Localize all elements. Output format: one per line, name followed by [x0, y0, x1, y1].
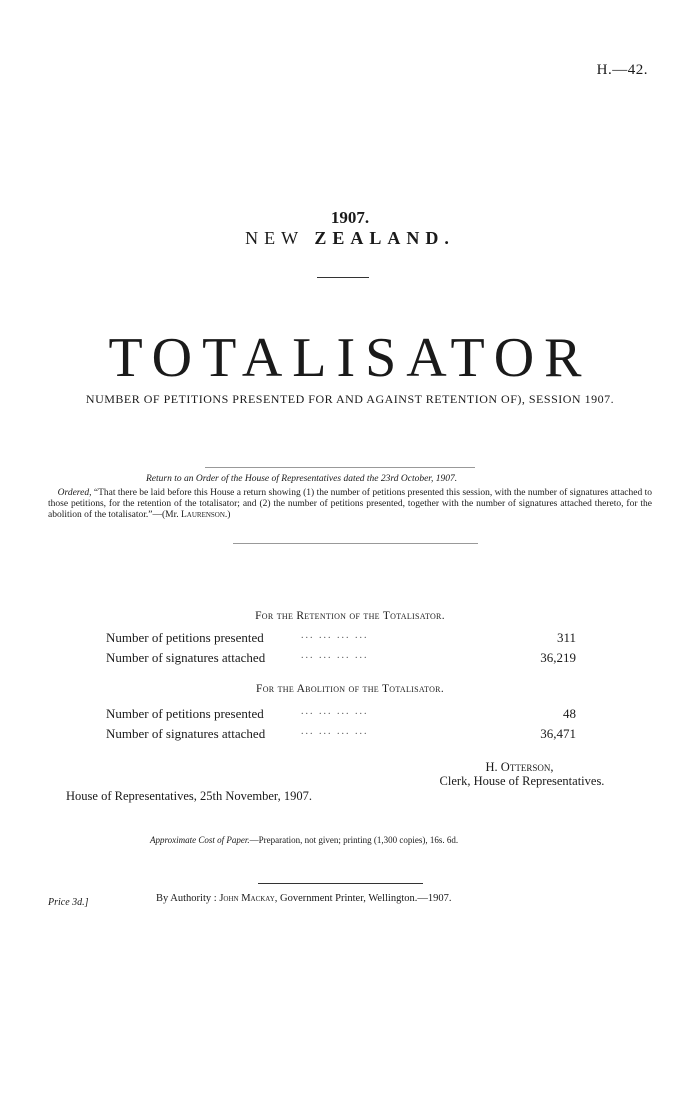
- ordered-label: Ordered,: [57, 488, 92, 498]
- divider-short: [317, 277, 369, 278]
- retention-heading: For the Retention of the Totalisator.: [255, 610, 445, 622]
- place-date: House of Representatives, 25th November, 1907.: [66, 789, 312, 803]
- country-suffix: ZEALAND.: [314, 228, 455, 248]
- row-label: Number of signatures attached: [106, 650, 266, 665]
- row-value: 48: [563, 706, 576, 721]
- row-leader: ... ... ... ...: [301, 726, 369, 737]
- signer-title: Clerk, House of Representatives.: [439, 774, 605, 788]
- row-value: 311: [556, 630, 576, 645]
- row-leader: ... ... ... ...: [301, 650, 369, 661]
- document-reference: H.—42.: [596, 62, 648, 78]
- table-row: [106, 630, 576, 648]
- cost-label: Approximate Cost of Paper.: [150, 835, 250, 845]
- table-row: [106, 726, 576, 744]
- row-value: 36,219: [540, 650, 576, 665]
- price-note: Price 3d.]: [48, 897, 89, 908]
- divider-bottom: [233, 543, 478, 544]
- country-heading: [0, 228, 700, 249]
- authority-suffix: , Government Printer, Wellington.—1907.: [274, 893, 452, 904]
- row-label: Number of signatures attached: [106, 726, 266, 741]
- divider-footer: [258, 883, 423, 884]
- cost-text: —Preparation, not given; printing (1,300 copies), 16s. 6d.: [249, 835, 459, 845]
- table-row: [106, 650, 576, 668]
- ordered-paragraph: [48, 488, 652, 521]
- return-order-line: Return to an Order of the House of Representatives dated the 23rd October, 1907.: [146, 474, 458, 484]
- cost-note: [150, 835, 458, 845]
- row-value: 36,471: [540, 726, 576, 741]
- signer-name: H. Otterson,: [485, 760, 554, 774]
- table-row: [106, 706, 576, 724]
- country-prefix: NEW: [245, 228, 304, 248]
- row-label: Number of petitions presented: [106, 706, 264, 721]
- row-leader: ... ... ... ...: [301, 630, 369, 641]
- printer-authority: [156, 893, 452, 904]
- authority-name: John Mackay: [219, 893, 275, 904]
- row-leader: ... ... ... ...: [301, 706, 369, 717]
- page-title: TOTALISATOR: [108, 327, 592, 389]
- authority-prefix: By Authority :: [156, 893, 220, 904]
- divider-top: [205, 467, 475, 468]
- row-label: Number of petitions presented: [106, 630, 264, 645]
- abolition-heading: For the Abolition of the Totalisator.: [256, 683, 444, 695]
- document-year: 1907.: [330, 208, 370, 227]
- page-subtitle: NUMBER OF PETITIONS PRESENTED FOR AND AGAINST RETENTION OF), SESSION 1907.: [85, 392, 615, 406]
- ordered-end: .): [224, 510, 231, 520]
- ordered-member: Laurenson: [180, 510, 225, 520]
- ordered-text: “That there be laid before this House a return showing (1) the number of petitions presented this session, with the number of signatures attached to those petitions, for the retention of the totalisator; and (2) the number of petitions presented, together with the number of signatures attached thereto, for the abolition of the totalisator.”—(Mr.: [48, 488, 653, 520]
